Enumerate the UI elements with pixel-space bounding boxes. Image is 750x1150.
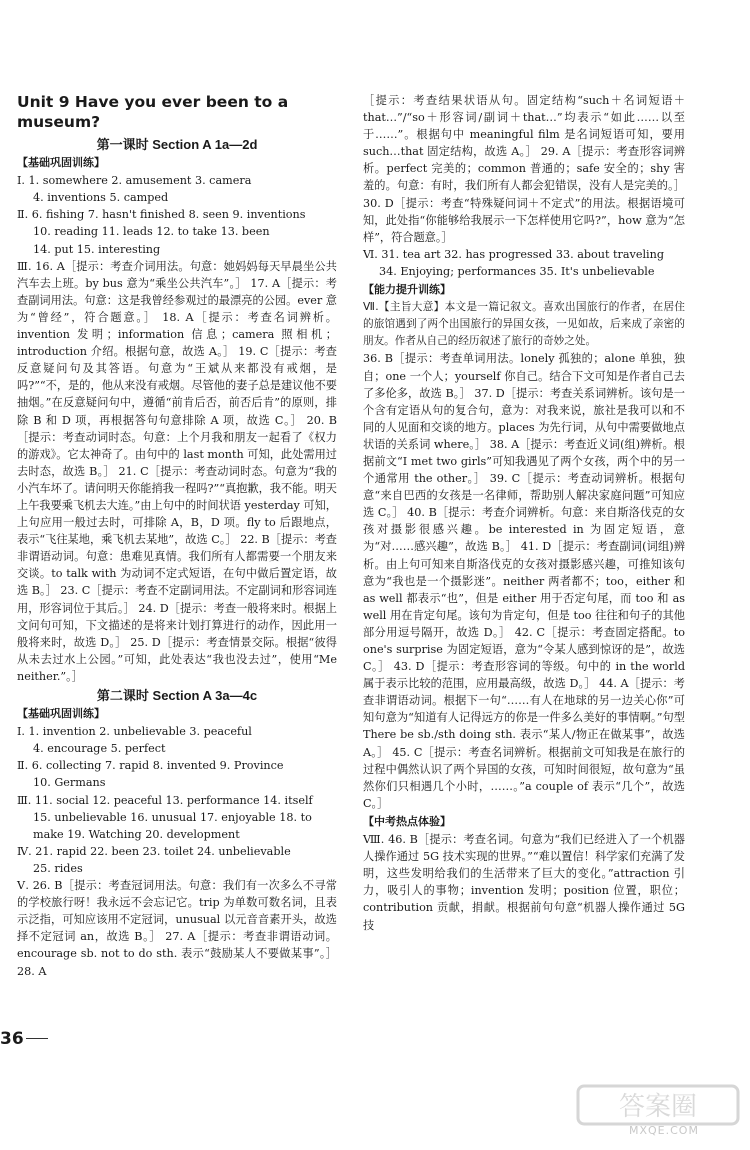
answer-paragraph: 36. B［提示：考查单词用法。lonely 孤独的；alone 单独，独自；one 一个人；yourself 你自己。结合下文可知是作者自己去了多伦多，故选 B。］ 37. D［提示：考查关系词辨析。该句是一个含有定语从句的复合句，意为：对我来说，旅社是我可以和不同的人见面和交谈的地方。places 为先行词，从句中需要做地点状语的关系词 where。］ 38. A［提示：考查近义词(组)辨析。根据前文“I met two girls”可知我遇见了两个女孩，两个中的另一个通常用 the other。］ 39. C［提示：考查动词辨析。根据句意“来自巴西的女孩是一名律师，帮助别人解决家庭问题”可知应选 C。］ 40. B［提示：考查介词辨析。句意：来自斯洛伐克的女孩对摄影很感兴趣。be interested in 为固定短语，意为“对……感兴趣”，故选 B。］ 41. D［提示：考查副词(词组)辨析。由上句可知来自斯洛伐克的女孩对摄影感兴趣，可推知该句意为“我也是一个摄影迷”。neither 两者都不；too，either 和 as well 都表示“也”，但是 either 用于否定句尾，而 too 和 as well 用在肯定句尾。该句为肯定句，但是 too 往往和句子的其他部分用逗号隔开，故选 D。］ 42. C［提示：考查固定搭配。to one's surprise 为固定短语，意为“令某人感到惊讶的是”，故选 C。］ 43. D［提示：考查形容词的等级。句中的 in the world 属于表示比较的范围，应用最高级，故选 D。］ 44. A［提示：考查非谓语动词。根据下一句“……有人在地球的另一边关心你”可知句意为“知道有人记得远方的你是一件多么美好的事情啊。”句型 There be sb./sth doing sth. 表示“某人/物正在做某事”，故选 A。］ 45. C［提示：考查名词辨析。根据前文可知我是在旅行的过程中偶然认识了两个异国的女孩，可知时间很短，故句意为“虽然你们只相遇几个小时，……。”a couple of 表示“几个”，故选 C。］ [363, 352, 685, 810]
answer-line: 14. put 15. interesting [33, 242, 161, 256]
summary-paragraph: Ⅶ.【主旨大意】本文是一篇记叙文。喜欢出国旅行的作者，在居住的旅馆遇到了两个出国旅行的异国女孩，一见如故，后来成了亲密的朋友。作者从自己的经历叙述了旅行的奇妙之处。 [363, 301, 685, 348]
answer-line: 10. reading 11. leads 12. to take 13. been [33, 225, 270, 239]
section-exam: 【中考热点体验】 [363, 814, 451, 828]
answer-line: Ⅲ. 11. social 12. peaceful 13. performance 14. itself [17, 793, 313, 807]
watermark-text: MXQE.COM [629, 1124, 699, 1137]
answer-line: Ⅱ. 6. fishing 7. hasn't finished 8. seen 9. inventions [17, 208, 306, 222]
unit-title: Unit 9 Have you ever been to a museum? [17, 93, 289, 131]
section-basic-1: 【基础巩固训练】 [17, 156, 105, 170]
answer-line: Ⅰ. 1. invention 2. unbelievable 3. peaceful [17, 725, 252, 739]
answer-line: Ⅰ. 1. somewhere 2. amusement 3. camera [17, 174, 252, 188]
left-column [17, 92, 337, 980]
answer-line: make 19. Watching 20. development [33, 827, 240, 841]
answer-line: Ⅵ. 31. tea art 32. has progressed 33. about traveling [363, 247, 664, 261]
answer-line: 4. inventions 5. camped [33, 191, 169, 205]
answer-line: 10. Germans [33, 776, 106, 790]
right-column [363, 92, 685, 934]
answer-paragraph: Ⅴ. 26. B［提示：考查冠词用法。句意：我们有一次多么不寻常的学校旅行呀！我永远不会忘记它。trip 为单数可数名词，且表示泛指，可知应该用不定冠词，unusual 以元音音素开头，故选择不定冠词 an，故选 B。］ 27. A［提示：考查非谓语动词。encourage sb. not to do sth. 表示“鼓励某人不要做某事”。］ 28. A [17, 879, 337, 978]
section-ability: 【能力提升训练】 [363, 283, 451, 297]
answer-line: 15. unbelievable 16. unusual 17. enjoyable 18. to [33, 810, 312, 824]
answer-line: 25. rides [33, 861, 83, 875]
watermark-logo-text: 答案圈 [618, 1092, 698, 1122]
answer-paragraph: Ⅷ. 46. B［提示：考查名词。句意为“我们已经进入了一个机器人操作通过 5G 技术实现的世界。”“难以置信！科学家们充满了发明，这些发明给我们的生活带来了巨大的变化。”attraction 引力，吸引人的事物；invention 发明；position 位置，职位；contribution 贡献，捐献。根据前句句意“机器人操作通过 5G 技 [363, 833, 685, 932]
answer-line: 4. encourage 5. perfect [33, 742, 166, 756]
page-number: 36 [0, 1029, 24, 1049]
lesson-heading-1: 第一课时 Section A 1a—2d [96, 137, 258, 152]
answer-paragraph: Ⅲ. 16. A［提示：考查介词用法。句意：她妈妈每天早晨坐公共汽车去上班。by bus 意为“乘坐公共汽车”。］ 17. A［提示：考查副词用法。句意：这是我曾经参观过的最漂亮的公园。ever 意为“曾经”，符合题意。］ 18. A［提示：考查名词辨析。invention 发明；information 信息；camera 照相机；introduction 介绍。根据句意，故选 A。］ 19. C［提示：考查反意疑问句及其答语。句意为“王斌从来都没有戒烟，是吗?”“不，是的，他从来没有戒烟。尽管他的妻子总是建议他不要抽烟。”在反意疑问句中，遵循“前肯后否，前否后肯”的原则，排除 B 和 D 项，再根据答句句意排除 A 项，故选 C。］ 20. B［提示：考查动词时态。句意：上个月我和朋友一起看了《权力的游戏》。它太神奇了。由句中的 last month 可知，此处需用过去时态，故选 B。］ 21. C［提示：考查动词时态。句意为“我的小汽车坏了。请问明天你能捎我一程吗?”“真抱歉，我不能。明天上午我要乘飞机去大连。”由上句中的时间状语 yesterday 可知，上句应用一般过去时，可排除 A，B，D 项。fly to 后跟地点，表示“飞往某地，乘飞机去某地”，故选 C。］ 22. B［提示：考查非谓语动词。句意：患难见真情。我们所有人都需要一个朋友来交谈。to talk with 为动词不定式短语，在句中做后置定语，故选 B。］ 23. C［提示：考查不定副词用法。不定副词和形容词连用，形容词位于其后。］ 24. D［提示：考查一般将来时。根据上文问句可知，下文描述的是将来计划打算进行的动作，因此用一般将来时，故选 D。］ 25. D［提示：考查情景交际。根据“彼得从未去过水上公园。”可知，此处表达“我也没去过”，使用“Me neither.”。］ [17, 259, 337, 683]
lesson-heading-2: 第二课时 Section A 3a—4c [96, 688, 258, 703]
answer-line: 34. Enjoying; performances 35. It's unbelievable [379, 264, 655, 278]
answer-line: Ⅱ. 6. collecting 7. rapid 8. invented 9. Province [17, 759, 284, 773]
answer-line: Ⅳ. 21. rapid 22. been 23. toilet 24. unbelievable [17, 844, 291, 858]
page-number-dash [26, 1038, 48, 1039]
section-basic-2: 【基础巩固训练】 [17, 707, 105, 721]
answer-paragraph: ［提示：考查结果状语从句。固定结构“such＋名词短语＋that…”/“so＋形容词/副词＋that…”均表示“如此……以至于……”。根据句中 meaningful film 是名词短语可知，要用 such…that 固定结构，故选 A。］ 29. A［提示：考查形容词辨析。perfect 完美的；common 普通的；safe 安全的；shy 害羞的。句意：有时，我们所有人都会犯错误，没有人是完美的。］ 30. D［提示：考查“特殊疑问词＋不定式”的用法。根据语境可知，此处指“你能够给我展示一下怎样使用它吗?”，how 意为“怎样”，符合题意。］ [363, 94, 685, 244]
